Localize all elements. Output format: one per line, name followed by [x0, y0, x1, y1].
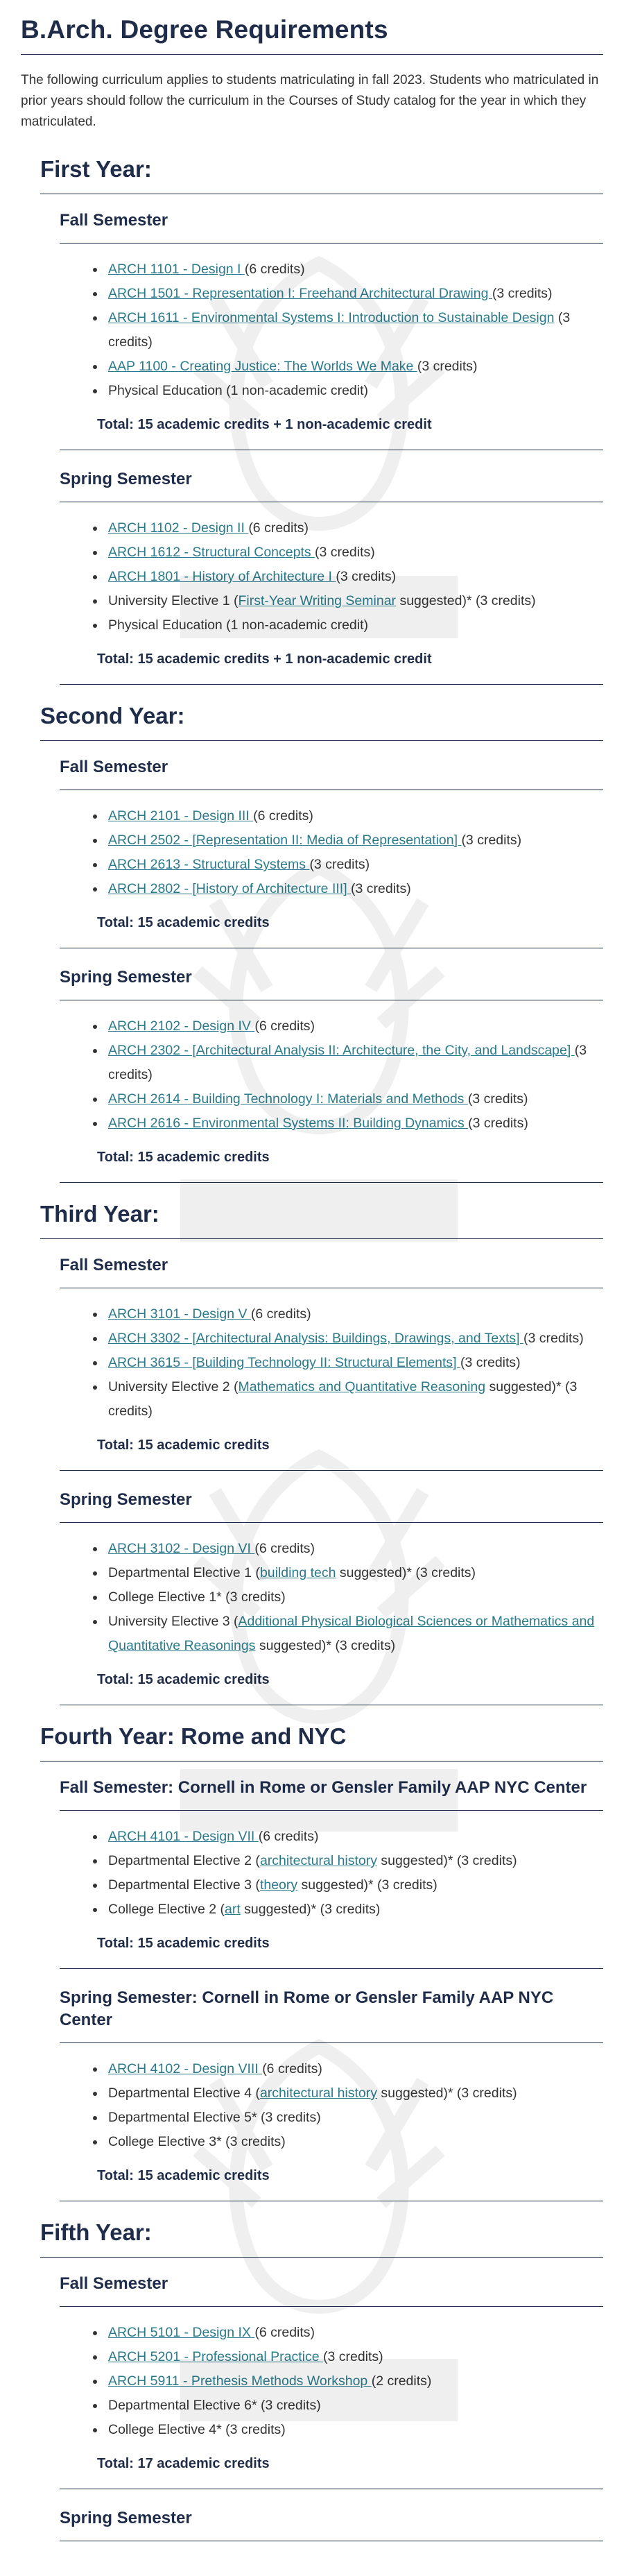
course-item	[105, 1375, 603, 1424]
course-credit-text: (3 credits)	[322, 2349, 383, 2364]
curriculum	[21, 156, 603, 2541]
course-credit-text: suggested)* (3 credits)	[297, 1877, 437, 1893]
year-section	[40, 703, 603, 1183]
semester-heading: Fall Semester	[60, 2274, 168, 2293]
semester-heading: Spring Semester	[60, 1490, 192, 1509]
semester-section	[60, 210, 603, 450]
year-heading: Third Year:	[40, 1201, 159, 1227]
course-credit-text: Physical Education (1 non-academic credit)	[108, 383, 369, 398]
course-item	[105, 853, 603, 877]
course-item	[105, 1585, 603, 1610]
course-credit-text: (3 credits)	[468, 1116, 528, 1131]
intro-paragraph: The following curriculum applies to students matriculating in fall 2023. Students who matriculated in prior years should follow the curriculum in the Courses of Study catalog for the year in which they matriculated.	[21, 73, 599, 129]
year-heading: Fifth Year:	[40, 2219, 152, 2245]
course-credit-text: suggested)* (3 credits)	[396, 593, 536, 608]
course-prefix-text: University Elective 2 (	[108, 1379, 239, 1394]
semester-divider	[60, 1522, 603, 1523]
course-credit-text: (3 credits)	[417, 359, 478, 374]
semester-total: Total: 17 academic credits	[97, 2456, 270, 2471]
course-link[interactable]: ARCH 1611 - Environmental Systems I: Introduction to Sustainable Design	[108, 310, 555, 325]
course-link[interactable]: theory	[259, 1877, 298, 1893]
course-item	[105, 1873, 603, 1897]
course-credit-text: (6 credits)	[248, 520, 309, 536]
semester-heading: Spring Semester	[60, 2509, 192, 2527]
course-link[interactable]: building tech	[259, 1565, 336, 1580]
course-link[interactable]: ARCH 3101 - Design V	[108, 1306, 251, 1322]
semester-end-divider	[60, 1182, 603, 1183]
course-prefix-text: Departmental Elective 3 (	[108, 1877, 260, 1893]
course-item	[105, 613, 603, 638]
course-item	[105, 565, 603, 589]
course-credit-text: (6 credits)	[254, 1018, 315, 1034]
course-item	[105, 516, 603, 540]
course-link[interactable]: ARCH 2613 - Structural Systems	[108, 857, 310, 872]
year-section	[40, 2219, 603, 2541]
semester-total: Total: 15 academic credits	[97, 1150, 270, 1165]
course-list	[60, 804, 603, 901]
course-list	[60, 257, 603, 403]
course-link[interactable]: Additional Physical Biological Sciences or Mathematics and Quantitative Reasonings	[108, 1614, 595, 1653]
semester-total: Total: 15 academic credits	[97, 1438, 270, 1453]
semester-section	[60, 2507, 603, 2541]
course-list	[60, 1537, 603, 1658]
year-divider	[40, 740, 603, 741]
semester-heading: Fall Semester: Cornell in Rome or Gensler Family AAP NYC Center	[60, 1778, 587, 1797]
course-link[interactable]: ARCH 2101 - Design III	[108, 808, 254, 824]
course-item	[105, 2321, 603, 2345]
semester-section	[60, 1987, 603, 2201]
course-credit-text: Physical Education (1 non-academic credit)	[108, 617, 369, 633]
semester-end-divider	[60, 1470, 603, 1471]
course-item	[105, 1302, 603, 1327]
course-credit-text: (6 credits)	[253, 808, 313, 824]
course-credit-text: (3 credits)	[351, 881, 411, 896]
semester-section	[60, 966, 603, 1183]
course-credit-text: (3 credits)	[309, 857, 370, 872]
year-heading: First Year:	[40, 156, 152, 182]
course-link[interactable]: architectural history	[259, 1853, 378, 1868]
course-credit-text: suggested)* (3 credits)	[240, 1902, 381, 1917]
semester-heading: Spring Semester	[60, 968, 192, 987]
course-item	[105, 2369, 603, 2394]
course-link[interactable]: ARCH 2614 - Building Technology I: Materials and Methods	[108, 1091, 468, 1107]
course-item	[105, 2345, 603, 2369]
course-link[interactable]: architectural history	[259, 2085, 378, 2101]
course-item	[105, 540, 603, 565]
course-item	[105, 1849, 603, 1873]
course-item	[105, 257, 603, 282]
year-section	[40, 156, 603, 685]
course-credit-text: Departmental Elective 6* (3 credits)	[108, 2398, 321, 2413]
year-heading: Second Year:	[40, 703, 185, 728]
semester-heading: Fall Semester	[60, 758, 168, 776]
course-credit-text: (6 credits)	[254, 1541, 315, 1556]
course-item	[105, 355, 603, 379]
course-link[interactable]: ARCH 2802 - [History of Architecture III]	[108, 881, 352, 896]
course-list	[60, 1302, 603, 1424]
course-item	[105, 1537, 603, 1561]
semester-heading: Spring Semester	[60, 470, 192, 488]
course-item	[105, 828, 603, 853]
course-credit-text: (3 credits)	[492, 286, 553, 301]
semester-section	[60, 468, 603, 685]
semester-heading: Spring Semester: Cornell in Rome or Gensler Family AAP NYC Center	[60, 1988, 554, 2029]
semester-end-divider	[60, 684, 603, 685]
course-credit-text: suggested)* (3 credits)	[255, 1638, 396, 1653]
course-credit-text: (3 credits)	[467, 1091, 528, 1107]
course-link[interactable]: ARCH 2616 - Environmental Systems II: Building Dynamics	[108, 1116, 469, 1131]
course-item	[105, 1825, 603, 1849]
course-item	[105, 2394, 603, 2418]
year-section	[40, 1723, 603, 2201]
course-credit-text: (3 credits)	[315, 545, 375, 560]
semester-section	[60, 2273, 603, 2489]
semester-section	[60, 1777, 603, 1969]
course-item	[105, 1014, 603, 1039]
course-item	[105, 306, 603, 355]
semester-end-divider	[60, 1968, 603, 1969]
course-item	[105, 1610, 603, 1658]
course-item	[105, 282, 603, 306]
course-item	[105, 2081, 603, 2106]
course-item	[105, 589, 603, 613]
semester-total: Total: 15 academic credits + 1 non-academic credit	[97, 417, 432, 432]
semester-heading: Fall Semester	[60, 1256, 168, 1274]
course-item	[105, 804, 603, 828]
semester-section	[60, 756, 603, 948]
course-credit-text: suggested)* (3 credits)	[108, 1379, 578, 1419]
course-link[interactable]: AAP 1100 - Creating Justice: The Worlds We Make	[108, 359, 417, 374]
course-credit-text: suggested)* (3 credits)	[377, 1853, 517, 1868]
year-heading: Fourth Year: Rome and NYC	[40, 1723, 347, 1749]
semester-total: Total: 15 academic credits	[97, 2168, 270, 2183]
course-link[interactable]: ARCH 2502 - [Representation II: Media of Representation]	[108, 833, 462, 848]
course-link[interactable]: ARCH 5201 - Professional Practice	[108, 2349, 323, 2364]
course-list	[60, 1825, 603, 1922]
course-item	[105, 877, 603, 901]
course-credit-text: (6 credits)	[258, 1829, 319, 1844]
course-prefix-text: Departmental Elective 1 (	[108, 1565, 260, 1580]
course-list	[60, 516, 603, 638]
course-credit-text: College Elective 4* (3 credits)	[108, 2422, 286, 2437]
course-credit-text: (3 credits)	[523, 1331, 584, 1346]
course-link[interactable]: ARCH 3615 - [Building Technology II: Structural Elements]	[108, 1355, 460, 1370]
course-link[interactable]: ARCH 2302 - [Architectural Analysis II: Architecture, the City, and Landscape]	[108, 1043, 575, 1058]
course-prefix-text: College Elective 2 (	[108, 1902, 225, 1917]
course-credit-text: (3 credits)	[460, 1355, 521, 1370]
course-item	[105, 1561, 603, 1585]
year-section	[40, 1201, 603, 1705]
course-link[interactable]: ARCH 3102 - Design VI	[108, 1541, 255, 1556]
course-credit-text: College Elective 3* (3 credits)	[108, 2134, 286, 2149]
course-link[interactable]: ARCH 1612 - Structural Concepts	[108, 545, 315, 560]
course-link[interactable]: ARCH 1102 - Design II	[108, 520, 249, 536]
course-item	[105, 1111, 603, 1136]
course-link[interactable]: ARCH 4102 - Design VIII	[108, 2061, 263, 2076]
semester-total: Total: 15 academic credits	[97, 1936, 270, 1951]
course-credit-text: (6 credits)	[262, 2061, 322, 2076]
course-link[interactable]: ARCH 1101 - Design I	[108, 262, 245, 277]
semester-total: Total: 15 academic credits + 1 non-academic credit	[97, 651, 432, 667]
course-item	[105, 1087, 603, 1111]
course-prefix-text: University Elective 3 (	[108, 1614, 239, 1629]
semester-total: Total: 15 academic credits	[97, 1672, 270, 1687]
course-credit-text: Departmental Elective 5* (3 credits)	[108, 2110, 321, 2125]
title-divider	[21, 54, 603, 55]
course-link[interactable]: ARCH 3302 - [Architectural Analysis: Buildings, Drawings, and Texts]	[108, 1331, 523, 1346]
semester-divider	[60, 1810, 603, 1811]
course-item	[105, 1327, 603, 1351]
course-item	[105, 1351, 603, 1375]
course-list	[60, 2057, 603, 2154]
year-divider	[40, 2257, 603, 2258]
semester-divider	[60, 2042, 603, 2043]
course-credit-text: (6 credits)	[244, 262, 305, 277]
semester-divider	[60, 243, 603, 244]
course-link[interactable]: Mathematics and Quantitative Reasoning	[238, 1379, 486, 1394]
course-prefix-text: University Elective 1 (	[108, 593, 239, 608]
semester-section	[60, 1254, 603, 1471]
course-link[interactable]: ARCH 1501 - Representation I: Freehand Architectural Drawing	[108, 286, 492, 301]
course-link[interactable]: ARCH 4101 - Design VII	[108, 1829, 259, 1844]
course-credit-text: (3 credits)	[336, 569, 397, 584]
course-list	[60, 1014, 603, 1136]
course-item	[105, 2106, 603, 2130]
course-credit-text: (3 credits)	[461, 833, 522, 848]
course-item	[105, 1897, 603, 1922]
course-credit-text: College Elective 1* (3 credits)	[108, 1589, 286, 1605]
course-prefix-text: Departmental Elective 2 (	[108, 1853, 260, 1868]
semester-divider	[60, 2306, 603, 2307]
course-credit-text: (2 credits)	[371, 2373, 432, 2389]
page-title: B.Arch. Degree Requirements	[21, 15, 388, 44]
course-item	[105, 2057, 603, 2081]
semester-heading: Fall Semester	[60, 211, 168, 230]
course-item	[105, 379, 603, 403]
course-item	[105, 2418, 603, 2442]
course-credit-text: (6 credits)	[250, 1306, 311, 1322]
course-credit-text: (6 credits)	[254, 2325, 315, 2340]
course-link[interactable]: ARCH 5101 - Design IX	[108, 2325, 255, 2340]
course-item	[105, 2130, 603, 2154]
semester-section	[60, 1489, 603, 1705]
course-list	[60, 2321, 603, 2442]
year-divider	[40, 1761, 603, 1762]
course-prefix-text: Departmental Elective 4 (	[108, 2085, 260, 2101]
course-link[interactable]: First-Year Writing Seminar	[238, 593, 397, 608]
year-divider	[40, 1238, 603, 1239]
course-link[interactable]: ARCH 5911 - Prethesis Methods Workshop	[108, 2373, 372, 2389]
course-credit-text: suggested)* (3 credits)	[377, 2085, 517, 2101]
semester-total: Total: 15 academic credits	[97, 915, 270, 930]
course-link[interactable]: ARCH 2102 - Design IV	[108, 1018, 255, 1034]
course-credit-text: (3 credits)	[108, 1043, 587, 1082]
course-link[interactable]: art	[225, 1902, 241, 1917]
course-credit-text: (3 credits)	[108, 310, 571, 350]
course-credit-text: suggested)* (3 credits)	[336, 1565, 476, 1580]
course-item	[105, 1039, 603, 1087]
course-link[interactable]: ARCH 1801 - History of Architecture I	[108, 569, 336, 584]
